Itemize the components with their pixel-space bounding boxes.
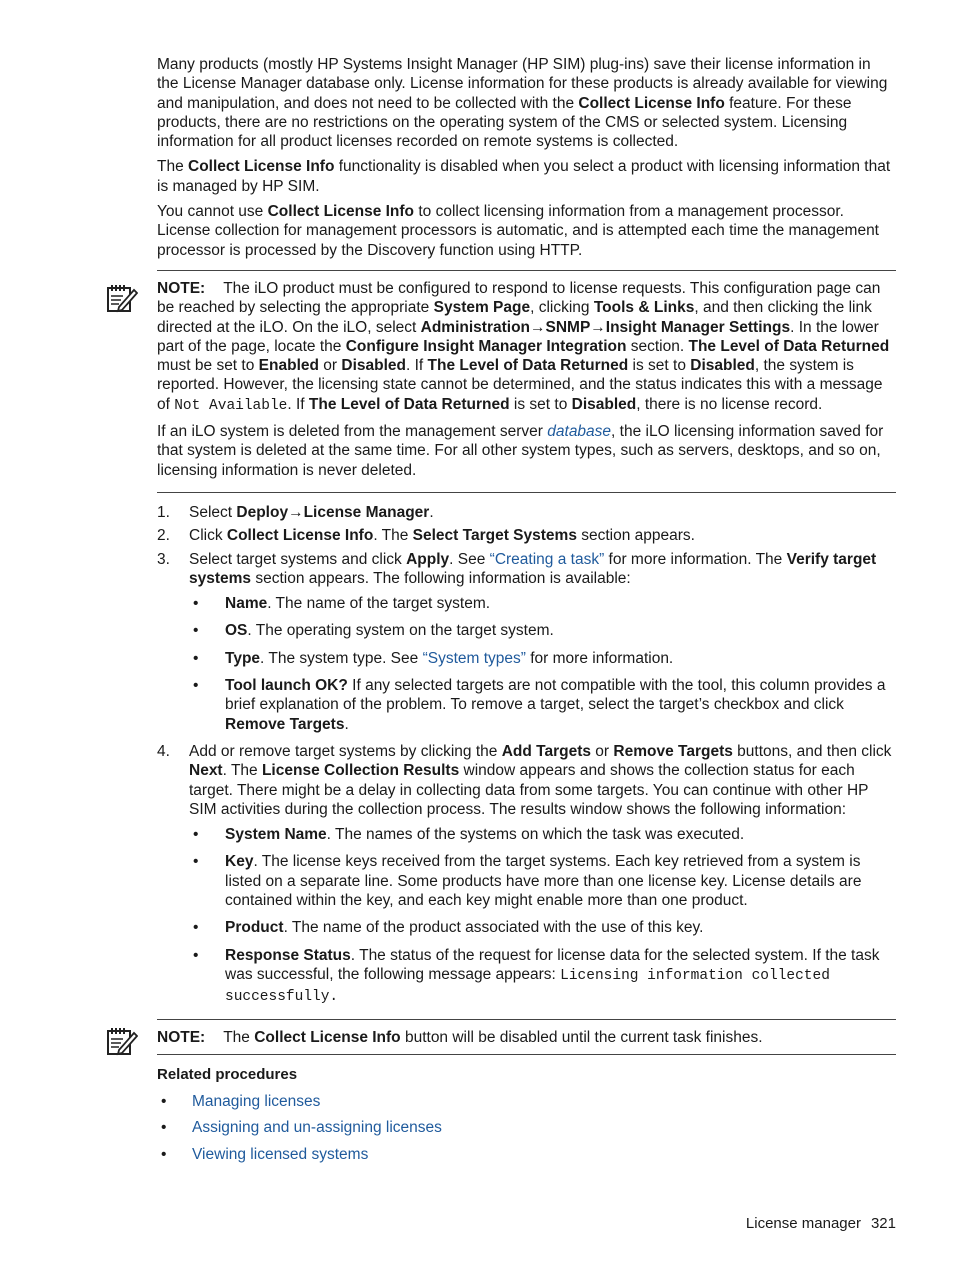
footer-section-title: License manager (745, 1215, 861, 1232)
list-item: • Key. The license keys received from the target systems. Each key retrieved from a system is listed on a separate line. Some products have more than one license key. License details are contained within the key, and each key might enable more than one product. (189, 852, 896, 910)
list-item (157, 1118, 896, 1137)
related-procedures-list (157, 1092, 896, 1164)
document-body (157, 55, 896, 1171)
list-item: • Response Status. The status of the request for license data for the selected system. If the task was successful, the following message appears: Licensing information collected successfully. (189, 946, 896, 1008)
list-item: • Name. The name of the target system. (189, 594, 896, 613)
list-item (157, 1092, 896, 1111)
collection-results-fields (189, 825, 896, 1007)
note-text-ilo: NOTE: The iLO product must be configured to respond to license requests. This configuration page can be reached by selecting the appropriate System Page, clicking Tools & Links, and then clicking the link directed at the iLO. On the iLO, select Administration→SNMP→Insight Manager Settings. In the lower part of the page, locate the Configure Insight Manager Integration section. The Level of Data Returned must be set to Enabled or Disabled. If The Level of Data Returned is set to Disabled, the system is reported. However, the licensing state cannot be determined, and the status indicates this with a message of Not Available. If The Level of Data Returned is set to Disabled, there is no license record. (157, 279, 890, 414)
assigning-licenses-link[interactable]: Assigning and un-assigning licenses (192, 1119, 442, 1137)
intro-paragraph-1: Many products (mostly HP Systems Insight Manager (HP SIM) plug-ins) save their license information in the License Manager database only. License information for these products is already available for viewing and manipulation, and does not need to be collected with the Collect License Info feature. For these products, there are no restrictions on the operating system of the CMS or selected system. Licensing information for all product licenses recorded on remote systems is collected. (157, 56, 888, 151)
list-item: • Type. The system type. See “System types” for more information. (189, 649, 896, 668)
related-procedures-heading: Related procedures (157, 1065, 298, 1083)
note-pencil-icon (106, 1026, 138, 1056)
viewing-licensed-systems-link[interactable]: Viewing licensed systems (192, 1145, 369, 1163)
system-types-link[interactable]: “System types” (422, 649, 526, 667)
list-item: • Product. The name of the product associated with the use of this key. (189, 918, 896, 937)
creating-a-task-link[interactable]: “Creating a task” (489, 550, 605, 568)
managing-licenses-link[interactable]: Managing licenses (192, 1093, 321, 1111)
step-3: 3. Select target systems and click Apply. See “Creating a task” for more information. The Verify target systems section appears. The following information is available: • Name. The name of the target system. • OS. The operating system on the target system. • Type. The system type. See “System types” for more information. • Tool launch OK? If any selected targets are not compatible with the tool, this column provides a brief explanation of the problem. To remove a target, select the target’s checkbox and click Remove Targets. (157, 550, 896, 734)
note-text-button: NOTE: The Collect License Info button will be disabled until the current task finishes. (157, 1029, 763, 1047)
page-footer (746, 1214, 896, 1233)
step-2: 2. Click Collect License Info. The Select Target Systems section appears. (157, 527, 695, 545)
note-box-ilo (157, 270, 896, 493)
intro-paragraph-2: The Collect License Info functionality is disabled when you select a product with licensing information that is managed by HP SIM. (157, 158, 891, 195)
step-4: 4. Add or remove target systems by clicking the Add Targets or Remove Targets buttons, and then click Next. The License Collection Results window appears and shows the collection status for each target. There might be a delay in collecting data from some targets. You can continue with other HP SIM activities during the collection process. The results window shows the following information: • System Name. The names of the systems on which the task was executed. • Key. The license keys received from the target systems. Each key retrieved from a system is listed on a separate line. Some products have more than one license key. License details are contained within the key, and each key might enable more than one product. • Product. The name of the product associated with the use of this key. • Response Status. The status of the request for license data for the selected system. If the task was successful, the following message appears: Licensing information collected successfully. (157, 742, 896, 1008)
note-box-button (157, 1019, 896, 1054)
step-1: 1. Select Deploy→License Manager. (157, 503, 434, 521)
page-number: 321 (870, 1215, 896, 1232)
verify-target-fields (189, 594, 896, 734)
list-item: • Tool launch OK? If any selected targets are not compatible with the tool, this column provides a brief explanation of the problem. To remove a target, select the target’s checkbox and click Remove Targets. (189, 676, 896, 734)
list-item: • OS. The operating system on the target system. (189, 621, 896, 640)
procedure-steps (157, 503, 896, 1008)
list-item (157, 1145, 896, 1164)
list-item: • System Name. The names of the systems on which the task was executed. (189, 825, 896, 844)
intro-paragraph-3: You cannot use Collect License Info to collect licensing information from a management processor. License collection for management processors is automatic, and is attempted each time the management processor is processed by the Discovery function using HTTP. (157, 203, 879, 259)
database-link[interactable]: database (547, 423, 612, 441)
note-text-deletion: If an iLO system is deleted from the management server database, the iLO licensing information saved for that system is deleted at the same time. For all other system types, such as servers, desktops, and so on, licensing information is never deleted. (157, 423, 884, 479)
note-pencil-icon (106, 283, 138, 313)
